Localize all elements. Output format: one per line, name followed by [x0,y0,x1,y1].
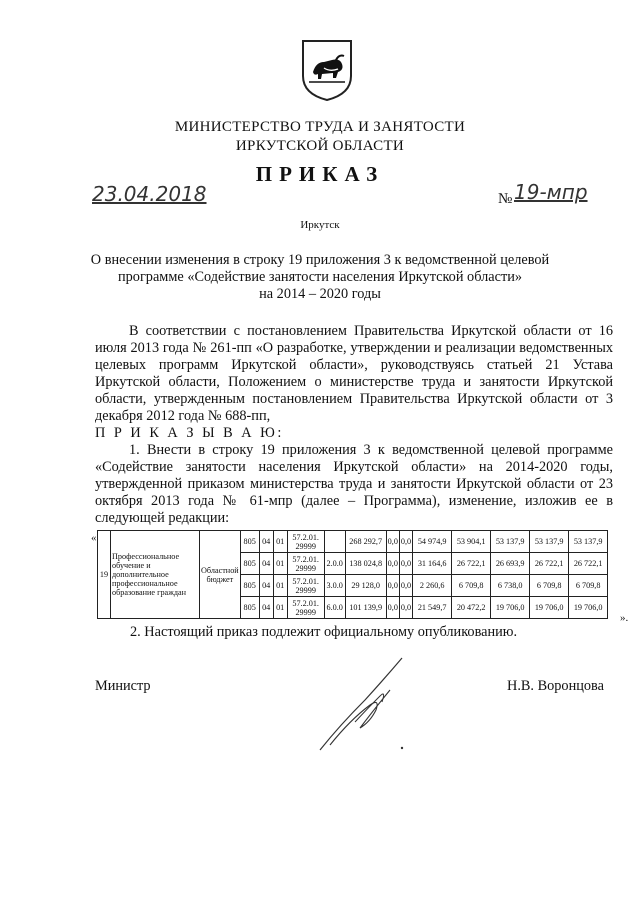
table-cell: 57.2.01. 29999 [287,597,324,619]
table-cell [324,531,345,553]
table-cell: 53 904,1 [452,531,491,553]
document-subject [0,252,640,303]
table-cell: 19 706,0 [569,597,608,619]
table-cell: 2 260,6 [413,575,452,597]
signer-title: Министр [95,678,151,694]
subject-line-2: программе «Содействие занятости населения Иркутской области» [118,269,522,285]
ministry-name [0,118,640,156]
table-cell: 0,0 [386,597,399,619]
table-cell: 57.2.01. 29999 [287,553,324,575]
table-cell: 31 164,6 [413,553,452,575]
subject-line-1: О внесении изменения в строку 19 приложения 3 к ведомственной целевой [90,252,550,268]
item-2-paragraph: 2. Настоящий приказ подлежит официальному опубликованию. [130,624,518,640]
table-cell: 0,0 [399,575,412,597]
order-word: П Р И К А З Ы В А Ю: [95,425,284,441]
table-cell: 268 292,7 [345,531,386,553]
row-number-cell: 19 [98,531,111,619]
table-quote-close: ». [620,612,629,624]
subject-line-3: на 2014 – 2020 годы [259,286,381,302]
document-date: 23.04.2018 [92,182,207,206]
table-quote-open: « [91,532,97,544]
table-cell: 19 706,0 [530,597,569,619]
table-cell: 01 [273,531,287,553]
table-cell: 0,0 [399,553,412,575]
table-cell: 26 722,1 [530,553,569,575]
table-cell: 0,0 [386,553,399,575]
table-cell: 01 [273,553,287,575]
coat-of-arms-icon [300,38,354,102]
ministry-line-1: МИНИСТЕРСТВО ТРУДА И ЗАНЯТОСТИ [174,119,466,135]
table-cell: 805 [240,531,259,553]
table-cell: 138 024,8 [345,553,386,575]
table-cell: 0,0 [386,531,399,553]
table-cell: 0,0 [386,575,399,597]
table-cell: 805 [240,597,259,619]
document-number: 19-мпр [514,180,588,204]
table-cell: 04 [259,597,273,619]
table-cell: 53 137,9 [491,531,530,553]
table-cell: 26 722,1 [569,553,608,575]
table-cell: 6 709,8 [569,575,608,597]
signature-icon [310,650,430,760]
signer-name: Н.В. Воронцова [507,678,604,694]
activity-cell: Профессиональное обучение и дополнительное профессиональное образование граждан [111,531,200,619]
table-cell: 20 472,2 [452,597,491,619]
city: Иркутск [300,219,340,231]
item-1-paragraph: 1. Внести в строку 19 приложения 3 к ведомственной целевой программе «Содействие занятости населения Иркутской области» на 2014-2020 годы, утвержденной приказом министерства труда и занятости Иркутской области от 23 октября 2013 года № 61-мпр (далее – Программа), изменение, изложив ее в следующей редакции: [95,442,613,526]
table-cell: 101 139,9 [345,597,386,619]
preamble-paragraph: В соответствии с постановлением Правительства Иркутской области от 16 июля 2013 года № 261-пп «О разработке, утверждении и реализации ведомственных целевых программ Иркутской области», руководствуясь статьей 21 Устава Иркутской области, Положением о министерстве труда и занятости Иркутской области, утвержденным постановлением Правительства Иркутской области от 3 декабря 2012 года № 688-пп, [95,323,613,424]
table-cell: 6 709,8 [530,575,569,597]
table-cell: 2.0.0 [324,553,345,575]
table-cell: 6 738,0 [491,575,530,597]
table-cell: 54 974,9 [413,531,452,553]
table-cell: 6.0.0 [324,597,345,619]
table-cell: 57.2.01. 29999 [287,575,324,597]
table-cell: 01 [273,575,287,597]
table-cell: 53 137,9 [569,531,608,553]
table-cell: 53 137,9 [530,531,569,553]
table-cell: 6 709,8 [452,575,491,597]
source-cell: Областной бюджет [200,531,241,619]
table-cell: 805 [240,575,259,597]
table-cell: 0,0 [399,597,412,619]
table-cell: 805 [240,553,259,575]
table-cell: 21 549,7 [413,597,452,619]
table-row [98,531,608,553]
table-cell: 04 [259,575,273,597]
table-cell: 01 [273,597,287,619]
ministry-line-2: ИРКУТСКОЙ ОБЛАСТИ [235,138,405,154]
table-cell: 29 128,0 [345,575,386,597]
table-cell: 57.2.01. 29999 [287,531,324,553]
table-cell: 19 706,0 [491,597,530,619]
number-label: № [498,191,513,207]
program-table [97,530,608,619]
table-cell: 0,0 [399,531,412,553]
table-cell: 26 722,1 [452,553,491,575]
table-cell: 26 693,9 [491,553,530,575]
table-cell: 04 [259,553,273,575]
table-cell: 3.0.0 [324,575,345,597]
table-cell: 04 [259,531,273,553]
document-type: ПРИКАЗ [255,162,385,186]
